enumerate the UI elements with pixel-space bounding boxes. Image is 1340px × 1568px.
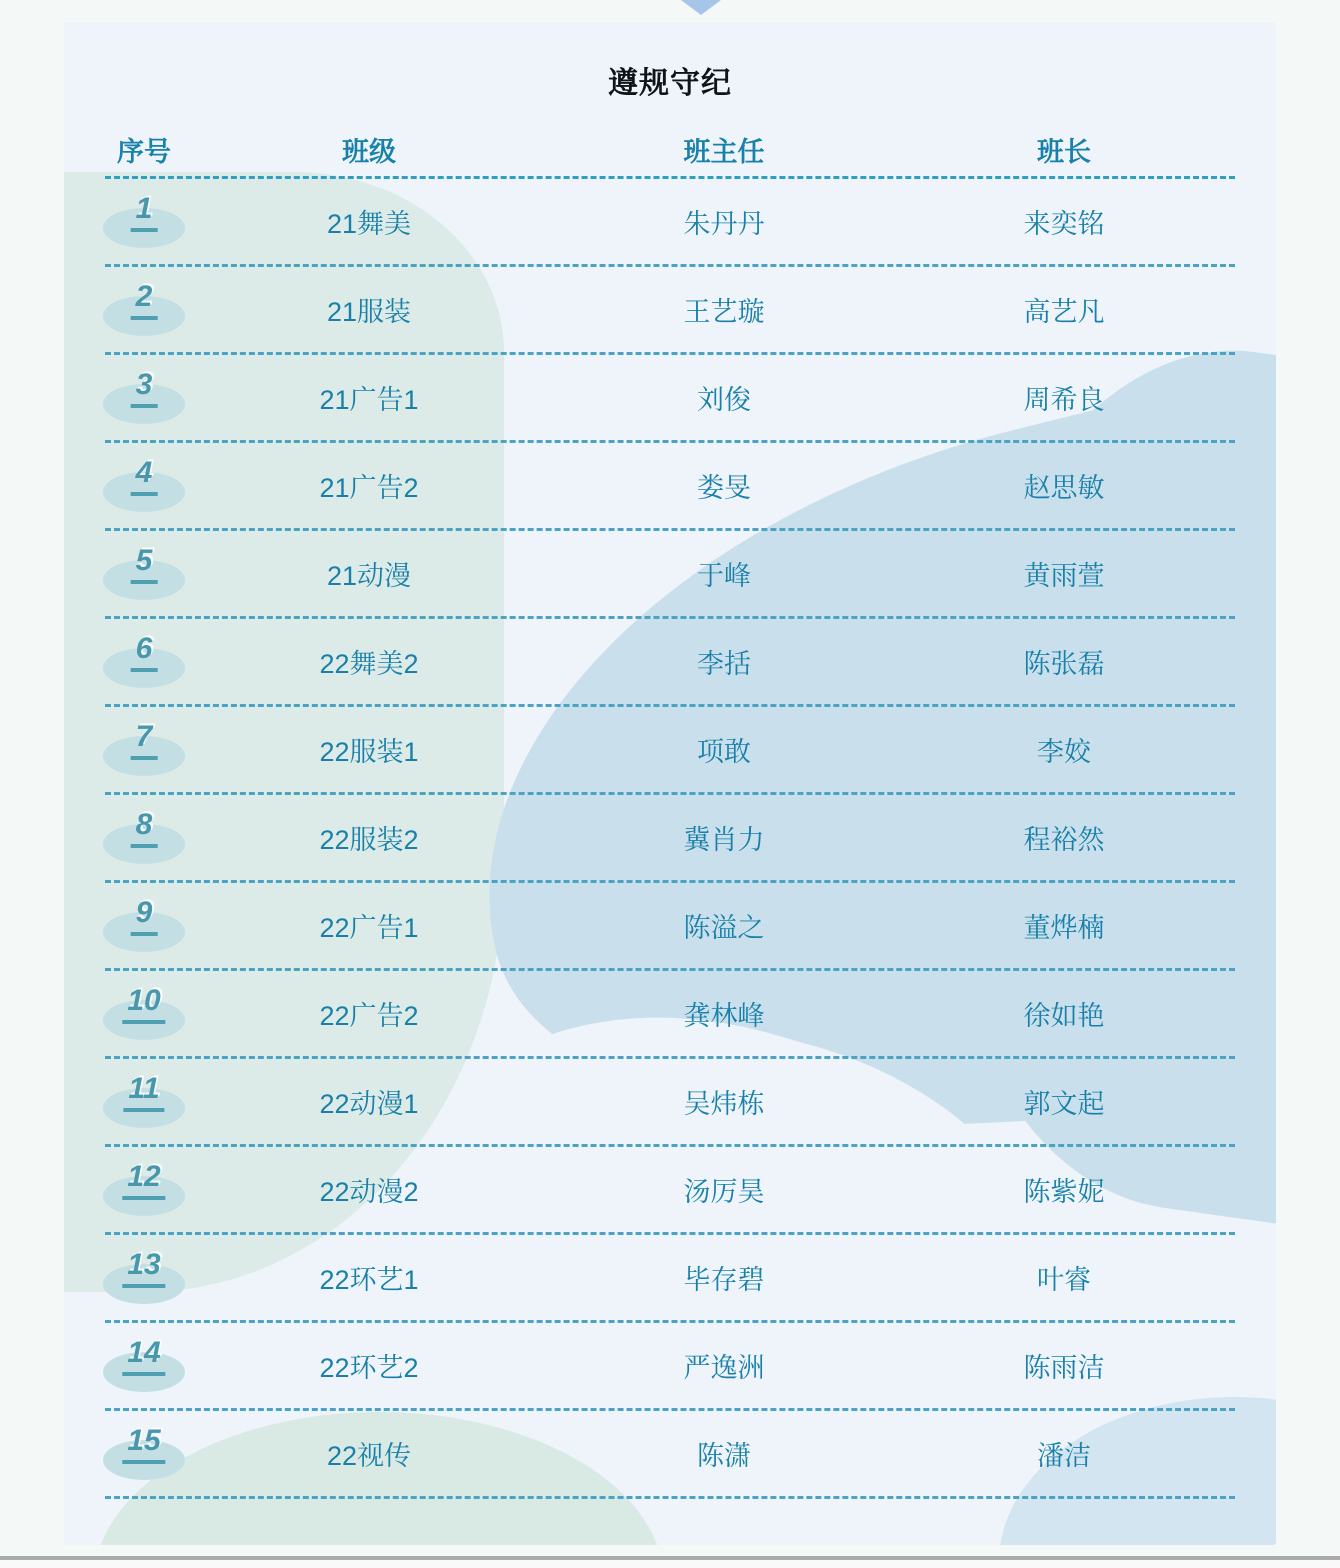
cell-teacher: 龚林峰 bbox=[683, 1001, 765, 1031]
col-header-index: 序号 bbox=[117, 136, 171, 167]
row-number: 7 bbox=[131, 720, 158, 761]
cell-monitor: 来奕铭 bbox=[1023, 209, 1105, 239]
row-index-badge bbox=[84, 367, 204, 424]
table-row bbox=[64, 443, 1276, 528]
cell-teacher: 朱丹丹 bbox=[683, 209, 765, 239]
table-row bbox=[64, 619, 1276, 704]
row-index-badge bbox=[84, 1423, 204, 1480]
cell-teacher: 刘俊 bbox=[697, 385, 751, 415]
cell-teacher: 于峰 bbox=[697, 561, 751, 591]
window-bottom-under bbox=[0, 1560, 1340, 1568]
cell-monitor: 李姣 bbox=[1037, 737, 1091, 767]
row-index-badge bbox=[84, 807, 204, 864]
cell-monitor: 赵思敏 bbox=[1023, 473, 1105, 503]
row-number: 4 bbox=[131, 456, 158, 497]
row-number: 6 bbox=[131, 632, 158, 673]
row-number: 12 bbox=[122, 1160, 165, 1201]
cell-teacher: 吴炜栋 bbox=[683, 1089, 765, 1119]
row-index-badge bbox=[84, 279, 204, 336]
cell-monitor: 程裕然 bbox=[1023, 825, 1105, 855]
table-body bbox=[64, 179, 1276, 1499]
table-row bbox=[64, 1323, 1276, 1408]
table-header-row bbox=[64, 122, 1276, 176]
table-row bbox=[64, 1147, 1276, 1232]
cell-class: 22环艺2 bbox=[319, 1353, 419, 1383]
table-row bbox=[64, 1235, 1276, 1320]
col-header-monitor: 班长 bbox=[1037, 136, 1091, 167]
row-index-badge bbox=[84, 1335, 204, 1392]
row-index-badge bbox=[84, 1159, 204, 1216]
cell-class: 22舞美2 bbox=[319, 649, 419, 679]
row-index-badge bbox=[84, 455, 204, 512]
cell-class: 21广告1 bbox=[319, 385, 419, 415]
row-number: 11 bbox=[123, 1072, 164, 1113]
row-number: 1 bbox=[131, 192, 158, 233]
table-row bbox=[64, 531, 1276, 616]
row-index-badge bbox=[84, 1247, 204, 1304]
row-index-badge bbox=[84, 191, 204, 248]
cell-teacher: 汤厉昊 bbox=[683, 1177, 765, 1207]
cell-class: 21动漫 bbox=[326, 561, 412, 591]
row-index-badge bbox=[84, 543, 204, 600]
row-number: 5 bbox=[131, 544, 158, 585]
cell-class: 21广告2 bbox=[319, 473, 419, 503]
row-index-badge bbox=[84, 631, 204, 688]
cell-class: 22视传 bbox=[326, 1441, 412, 1471]
cell-monitor: 陈紫妮 bbox=[1023, 1177, 1105, 1207]
cell-monitor: 周希良 bbox=[1023, 385, 1105, 415]
cell-class: 22环艺1 bbox=[319, 1265, 419, 1295]
row-index-badge bbox=[84, 719, 204, 776]
row-number: 15 bbox=[122, 1424, 165, 1465]
cell-teacher: 娄旻 bbox=[697, 473, 751, 503]
cell-class: 22服装2 bbox=[319, 825, 419, 855]
cell-monitor: 陈雨洁 bbox=[1023, 1353, 1105, 1383]
cell-class: 21舞美 bbox=[326, 209, 412, 239]
cell-teacher: 项敢 bbox=[697, 737, 751, 767]
row-number: 3 bbox=[131, 368, 158, 409]
cell-monitor: 董烨楠 bbox=[1023, 913, 1105, 943]
row-number: 13 bbox=[122, 1248, 165, 1289]
cell-teacher: 毕存碧 bbox=[683, 1265, 765, 1295]
cell-class: 22动漫1 bbox=[319, 1089, 419, 1119]
cell-class: 22广告2 bbox=[319, 1001, 419, 1031]
cell-class: 22服装1 bbox=[319, 737, 419, 767]
cell-teacher: 陈溢之 bbox=[683, 913, 765, 943]
page-title: 遵规守纪 bbox=[608, 67, 732, 100]
cell-monitor: 潘洁 bbox=[1037, 1441, 1091, 1471]
cell-teacher: 李括 bbox=[697, 649, 751, 679]
col-header-class: 班级 bbox=[342, 136, 396, 167]
row-number: 8 bbox=[131, 808, 158, 849]
row-number: 9 bbox=[131, 896, 158, 937]
table-row bbox=[64, 883, 1276, 968]
table-row bbox=[64, 707, 1276, 792]
table-row bbox=[64, 179, 1276, 264]
cell-teacher: 冀肖力 bbox=[683, 825, 765, 855]
cell-monitor: 高艺凡 bbox=[1023, 297, 1105, 327]
cell-class: 21服装 bbox=[326, 297, 412, 327]
table-row bbox=[64, 1059, 1276, 1144]
cell-monitor: 陈张磊 bbox=[1023, 649, 1105, 679]
table-row bbox=[64, 1411, 1276, 1496]
table-row bbox=[64, 971, 1276, 1056]
cell-teacher: 陈潇 bbox=[697, 1441, 751, 1471]
row-index-badge bbox=[84, 1071, 204, 1128]
cell-monitor: 郭文起 bbox=[1023, 1089, 1105, 1119]
page-bottom-strip bbox=[0, 1545, 1340, 1556]
cell-class: 22广告1 bbox=[319, 913, 419, 943]
content-panel bbox=[64, 22, 1276, 1545]
col-header-teacher: 班主任 bbox=[683, 136, 765, 167]
table-row bbox=[64, 267, 1276, 352]
cell-teacher: 王艺璇 bbox=[683, 297, 765, 327]
cell-monitor: 徐如艳 bbox=[1023, 1001, 1105, 1031]
cell-class: 22动漫2 bbox=[319, 1177, 419, 1207]
cell-teacher: 严逸洲 bbox=[683, 1353, 765, 1383]
section-pointer-arrow-icon bbox=[681, 0, 721, 15]
row-index-badge bbox=[84, 895, 204, 952]
row-number: 10 bbox=[122, 984, 165, 1025]
row-index-badge bbox=[84, 983, 204, 1040]
cell-monitor: 黄雨萱 bbox=[1023, 561, 1105, 591]
row-number: 2 bbox=[131, 280, 158, 321]
table-row bbox=[64, 795, 1276, 880]
table-row bbox=[64, 355, 1276, 440]
cell-monitor: 叶睿 bbox=[1037, 1265, 1091, 1295]
row-separator bbox=[105, 1496, 1235, 1499]
row-number: 14 bbox=[122, 1336, 165, 1377]
